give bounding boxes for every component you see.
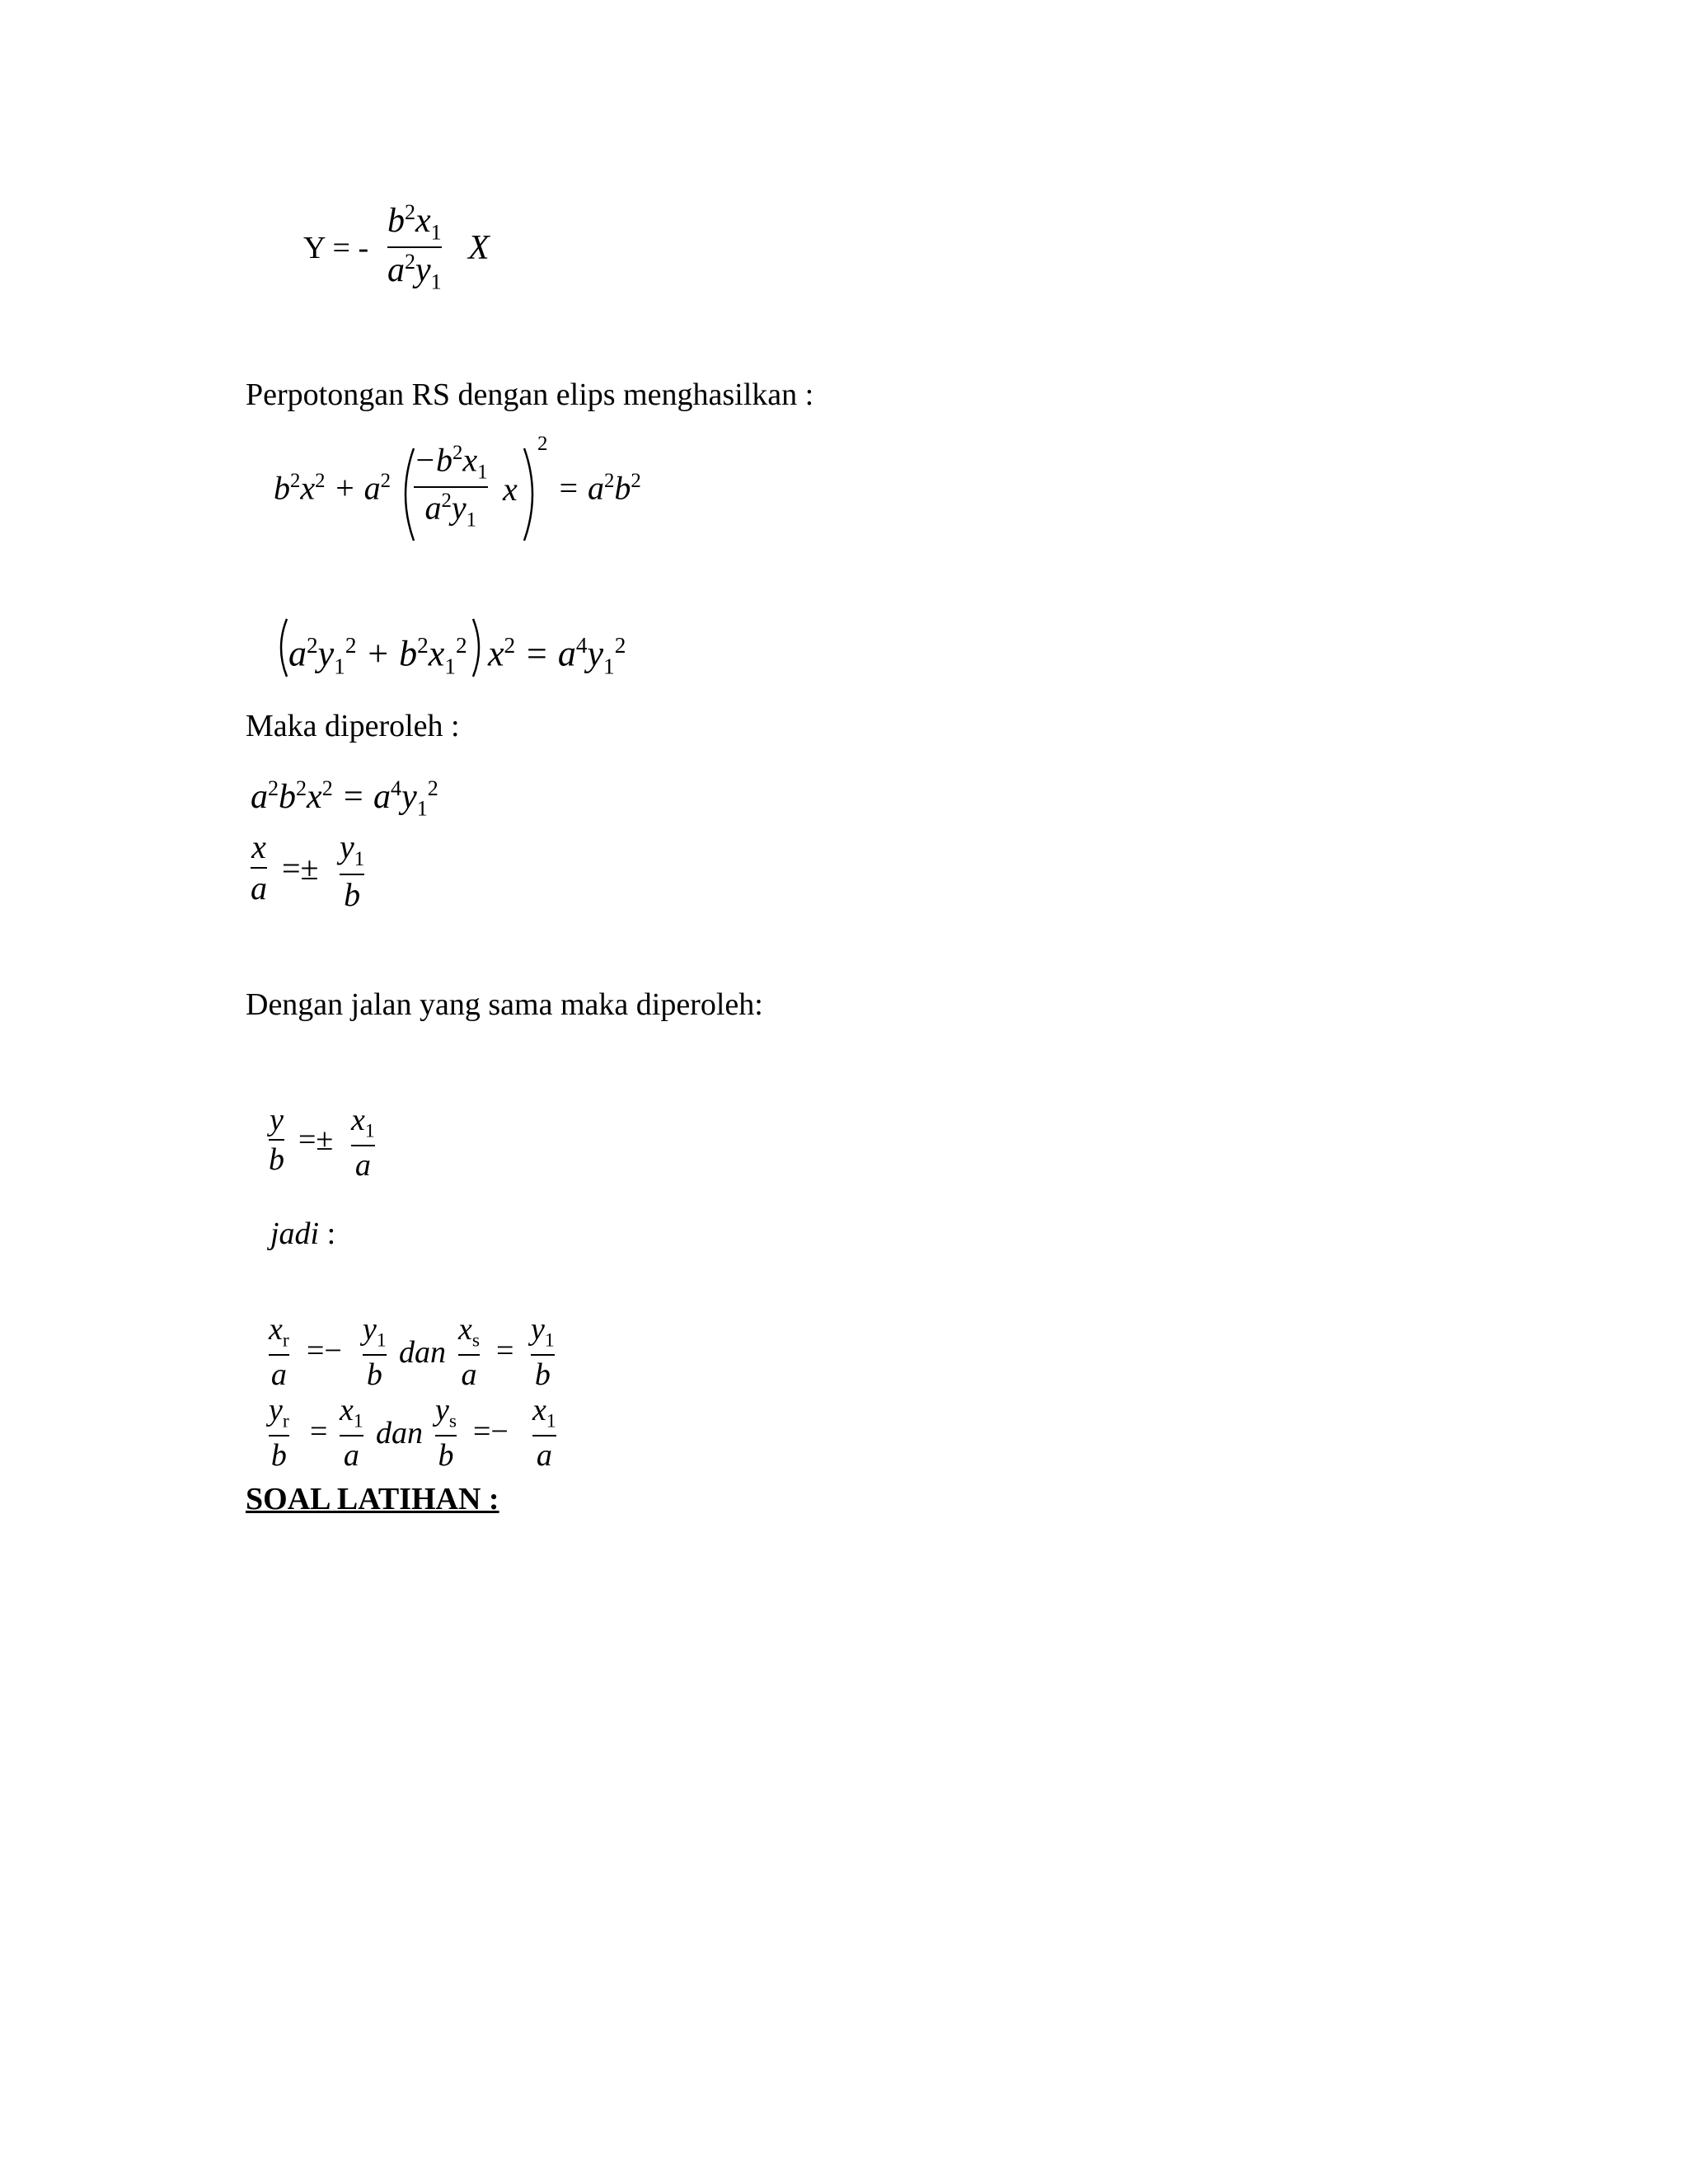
eq8-fraction-ys: $y_s$ b <box>435 1393 457 1474</box>
eq1-numerator: $b^2x_1$ <box>387 200 442 245</box>
paragraph-same-way: Dengan jalan yang sama maka diperoleh: <box>246 987 763 1022</box>
eq5-left-fraction <box>251 828 267 907</box>
eq7-fraction-y1-b: $y_1$ b <box>531 1312 555 1393</box>
eq6-right-fraction <box>351 1104 375 1181</box>
eq7-fraction-xs: $x_s$ a <box>458 1312 481 1393</box>
eq8-dan: dan <box>376 1416 423 1451</box>
eq6-left-denominator: b <box>269 1142 284 1177</box>
eq6-left-numerator: y <box>270 1103 284 1137</box>
eq6-operator: =± <box>298 1122 334 1157</box>
eq2-numerator: $-b^2x_1$ <box>414 441 488 484</box>
eq2-outer-exponent: 2 <box>537 433 548 455</box>
eq1-denominator: $a^2y_1$ <box>387 250 442 294</box>
eq6-right-denominator: a <box>354 1148 371 1183</box>
eq2-denominator: $a^2y_1$ <box>424 489 477 532</box>
heading-exercises: SOAL LATIHAN : <box>246 1482 499 1516</box>
eq5-right-fraction <box>340 828 365 913</box>
eq8-operator-1: = <box>310 1414 328 1449</box>
eq7-fraction-xr: $x_r$ a <box>269 1312 289 1393</box>
eq8-fraction-yr: $y_r$ b <box>269 1393 289 1474</box>
eq6-left-bar <box>269 1139 284 1141</box>
eq7-operator-2: = <box>496 1333 514 1368</box>
eq6-right-bar <box>351 1145 375 1146</box>
eq2-fraction <box>414 443 488 531</box>
equation-a2b2x2: $a^2b^2x^2 = a^4y_1^2$ <box>251 776 438 821</box>
eq8-operator-2: =− <box>473 1414 509 1449</box>
eq7-operator-1: =− <box>307 1333 342 1368</box>
eq5-right-bar <box>340 874 364 875</box>
eq2-lhs-terms: $b^2x^2 + a^2$ <box>274 469 391 507</box>
eq5-right-numerator: $y_1$ <box>340 828 365 870</box>
eq7-dan: dan <box>399 1335 446 1370</box>
eq5-left-denominator: a <box>251 869 267 907</box>
paragraph-obtained: Maka diperoleh : <box>246 709 460 743</box>
label-jadi: jadi : <box>270 1216 336 1251</box>
eq6-right-numerator: $x_1$ <box>351 1103 375 1142</box>
eq5-operator: =± <box>282 850 319 887</box>
eq1-fraction <box>387 202 442 293</box>
eq2-fraction-bar <box>414 486 488 488</box>
eq1-fraction-bar <box>387 246 442 248</box>
eq6-left-fraction <box>269 1104 284 1175</box>
eq2-inner-x: x <box>503 471 518 508</box>
eq3-group: $a^2y_1^2 + b^2x_1^2$ <box>288 633 467 679</box>
eq5-left-bar <box>251 867 267 869</box>
eq3-left-paren <box>272 616 290 679</box>
eq8-fraction-x1: $x_1$ a <box>340 1393 363 1474</box>
paragraph-intersection: Perpotongan RS dengan elips menghasilkan : <box>246 377 814 412</box>
eq5-right-denominator: b <box>344 875 361 913</box>
eq1-rhs-var: X <box>468 229 490 267</box>
eq3-rest: $x^2 = a^4y_1^2$ <box>488 633 626 679</box>
eq8-fraction-x1-a: $x_1$ a <box>532 1393 556 1474</box>
eq2-rhs: = $a^2b^2$ <box>557 469 641 507</box>
eq7-fraction-y1: $y_1$ b <box>363 1312 387 1393</box>
eq5-left-numerator: x <box>251 828 266 865</box>
eq2-right-paren <box>519 445 544 544</box>
eq3-right-paren <box>470 616 488 679</box>
eq1-lhs: Y = - <box>303 231 369 265</box>
